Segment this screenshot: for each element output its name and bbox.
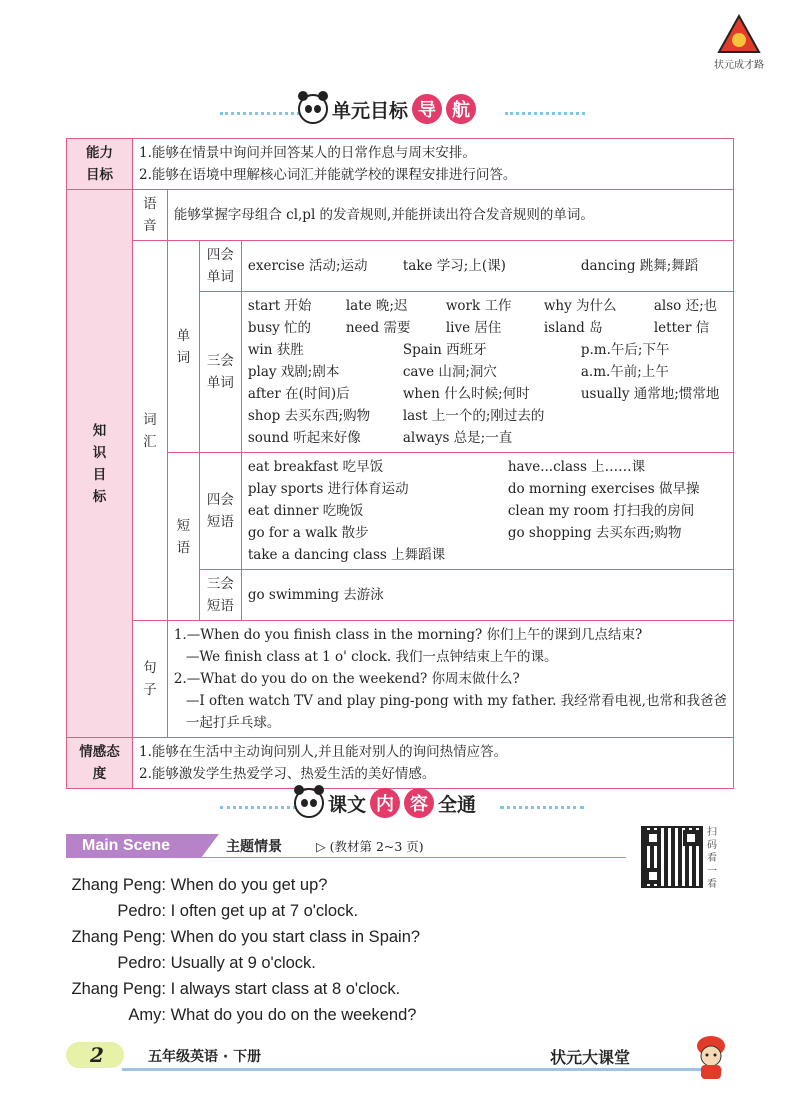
dialog-line <box>66 950 420 976</box>
phrase-item: eat dinner 吃晚饭 <box>247 503 364 519</box>
four-phrases-label: 四会 短语 <box>199 453 241 570</box>
phrase-item: play sports 进行体育运动 <box>247 481 409 497</box>
sentence-line: —I often watch TV and play ping-pong with my father. 我经常看电视,也常和我爸爸 <box>185 693 727 709</box>
three-phrases-content: go swimming 去游泳 <box>241 570 733 621</box>
phrase-item: go shopping 去买东西;购物 <box>507 525 682 541</box>
ability-line: 2.能够在语境中理解核心词汇并能就学校的课程安排进行问答。 <box>139 167 517 183</box>
word-item: Spain 西班牙 <box>402 342 487 358</box>
speaker: Pedro: <box>117 954 166 972</box>
panda-icon <box>298 94 328 124</box>
phrase-item: do morning exercises 做早操 <box>507 481 700 497</box>
word-item: play 戏剧;剧本 <box>247 364 340 380</box>
attitude-row <box>67 738 734 789</box>
section-title-badge-2: 航 <box>446 94 476 124</box>
three-words-label: 三会 单词 <box>199 292 241 453</box>
logo-text: 状元成才路 <box>714 60 764 71</box>
theme-scene-label: 主题情景 <box>226 839 282 855</box>
word-item: also 还;也 <box>653 298 718 314</box>
word-item: always 总是;一直 <box>402 430 513 446</box>
publisher-logo <box>708 14 770 71</box>
word-item: why 为什么 <box>543 298 617 314</box>
word-item: cave 山洞;洞穴 <box>402 364 497 380</box>
panda-icon <box>294 788 324 818</box>
phonics-content: 能够掌握字母组合 cl,pl 的发音规则,并能拼读出符合发音规则的单词。 <box>167 190 733 241</box>
word-item: work 工作 <box>445 298 512 314</box>
word-item: dancing 跳舞;舞蹈 <box>580 258 699 274</box>
ability-label: 能力 目标 <box>67 139 133 190</box>
sentence-line: 1.—When do you finish class in the morning? 你们上午的课到几点结束? <box>173 627 643 643</box>
word-item: a.m.午前;上午 <box>580 364 669 380</box>
section-heading-unit-goals <box>0 92 800 132</box>
four-words-label: 四会 单词 <box>199 241 241 292</box>
word-item: start 开始 <box>247 298 312 314</box>
main-scene-banner <box>66 834 646 858</box>
word-item: late 晚;迟 <box>345 298 408 314</box>
phrases-label: 短 语 <box>167 453 199 621</box>
word-item: letter 信 <box>653 320 710 336</box>
sentence-line: 一起打乒乓球。 <box>185 715 281 731</box>
main-scene-label: Main Scene <box>66 834 201 858</box>
word-item: shop 去买东西;购物 <box>247 408 371 424</box>
dialog-line <box>66 976 420 1002</box>
four-phrases-content <box>241 453 733 570</box>
words-label: 单 词 <box>167 241 199 453</box>
section-title-main: 单元目标 <box>332 99 409 122</box>
sentence-line: 2.—What do you do on the weekend? 你周末做什么? <box>173 671 520 687</box>
word-item: busy 忙的 <box>247 320 312 336</box>
page-number: 2 <box>66 1042 124 1068</box>
phrase-item: have...class 上……课 <box>507 459 646 475</box>
word-item: island 岛 <box>543 320 603 336</box>
section-title-badge-2: 容 <box>404 788 434 818</box>
qr-code-caption: 扫码看一看 <box>707 827 717 890</box>
sentences-content <box>167 621 733 738</box>
ability-content <box>133 139 734 190</box>
knowledge-label: 知 识 目 标 <box>67 190 133 738</box>
phonics-label: 语音 <box>133 190 168 241</box>
word-item <box>581 427 727 449</box>
section-title-main: 课文 <box>328 793 367 816</box>
ability-row <box>67 139 734 190</box>
vocab-label: 词汇 <box>133 241 168 621</box>
utterance: I often get up at 7 o'clock. <box>170 902 359 920</box>
textbook-reference: ▷ (教材第 2~3 页) <box>316 839 424 854</box>
book-title: 五年级英语 · 下册 <box>148 1049 262 1065</box>
sentences-label: 句 子 <box>133 621 168 738</box>
speaker: Pedro: <box>117 902 166 920</box>
word-item: need 需要 <box>345 320 411 336</box>
logo-triangle-icon <box>717 14 761 54</box>
word-item: last 上一个的;刚过去的 <box>402 408 545 424</box>
word-item: live 居住 <box>445 320 502 336</box>
word-item: sound 听起来好像 <box>247 430 361 446</box>
dialog-line <box>66 872 420 898</box>
dialog-line <box>66 1002 420 1028</box>
attitude-line: 1.能够在生活中主动询问别人,并且能对别人的询问热情应答。 <box>139 744 508 760</box>
utterance: When do you start class in Spain? <box>170 928 421 946</box>
word-item <box>581 405 727 427</box>
attitude-content <box>133 738 734 789</box>
four-words-content <box>241 241 733 292</box>
phonics-row <box>67 190 734 241</box>
speaker: Zhang Peng: <box>71 876 166 894</box>
speaker: Amy: <box>128 1006 166 1024</box>
phrase-item: eat breakfast 吃早饭 <box>247 459 384 475</box>
word-item: take 学习;上(课) <box>402 258 506 274</box>
section-heading-text-content <box>0 786 800 826</box>
mascot-icon <box>688 1032 734 1082</box>
three-words-content <box>241 292 733 453</box>
section-title-tail: 全通 <box>438 793 477 816</box>
dialog <box>66 872 420 1028</box>
unit-goals-table <box>66 138 734 789</box>
word-item: exercise 活动;运动 <box>247 258 368 274</box>
four-phrases-row <box>67 453 734 570</box>
ability-line: 1.能够在情景中询问并回答某人的日常作息与周末安排。 <box>139 145 476 161</box>
utterance: Usually at 9 o'clock. <box>170 954 316 972</box>
phrase-item: take a dancing class 上舞蹈课 <box>247 547 446 563</box>
sentence-line: —We finish class at 1 o' clock. 我们一点钟结束上午的课。 <box>185 649 558 665</box>
four-words-row <box>67 241 734 292</box>
utterance: I always start class at 8 o'clock. <box>170 980 401 998</box>
brand-name: 状元大课堂 <box>550 1048 631 1067</box>
attitude-label: 情感态度 <box>67 738 133 789</box>
word-item: usually 通常地;惯常地 <box>580 386 720 402</box>
qr-code[interactable] <box>641 826 703 888</box>
three-phrases-label: 三会 短语 <box>199 570 241 621</box>
section-title-badge-1: 内 <box>370 788 400 818</box>
phrase-item <box>508 544 727 566</box>
speaker: Zhang Peng: <box>71 928 166 946</box>
speaker: Zhang Peng: <box>71 980 166 998</box>
section-title-badge-1: 导 <box>412 94 442 124</box>
phrase-item: go for a walk 散步 <box>247 525 369 541</box>
word-item: p.m.午后;下午 <box>580 342 670 358</box>
page-footer <box>66 1042 756 1072</box>
dialog-line <box>66 924 420 950</box>
phrase-item: clean my room 打扫我的房间 <box>507 503 695 519</box>
attitude-line: 2.能够激发学生热爱学习、热爱生活的美好情感。 <box>139 766 436 782</box>
dialog-line <box>66 898 420 924</box>
utterance: When do you get up? <box>170 876 328 894</box>
word-item: when 什么时候;何时 <box>402 386 530 402</box>
word-item: after 在(时间)后 <box>247 386 350 402</box>
word-item: win 获胜 <box>247 342 304 358</box>
utterance: What do you do on the weekend? <box>170 1006 417 1024</box>
sentences-row <box>67 621 734 738</box>
